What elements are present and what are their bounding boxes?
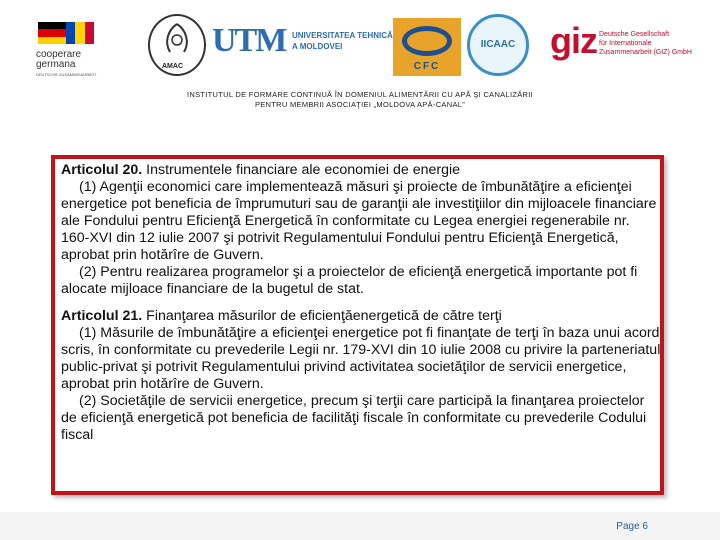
article21-p1-text: (1) Măsurile de îmbunătăţire a eficienţei energetice pot fi finanţate de terţi în baza unui acord scris, în conformitate cu prevederile Legii nr. 179-XVI din 10 iulie 2008 cu privire la parteneriatul public-privat şi potrivit Regulamentului privind activitatea societăţilor de servicii energetice, aprobat prin hotărîre de Guvern. — [61, 325, 661, 392]
coop-line1: cooperare — [36, 49, 82, 60]
giz-line1: Deutsche Gesellschaft — [599, 31, 670, 38]
cfc-ring-icon — [402, 26, 452, 56]
institute-line1: INSTITUTUL DE FORMARE CONTINUĂ ÎN DOMENIUL ALIMENTĂRII CU APĂ ŞI CANALIZĂRII — [186, 90, 534, 99]
article20-label: Articolul 20. — [61, 162, 143, 178]
utm-logo: UTM — [212, 22, 286, 59]
amac-label: AMAC — [162, 63, 183, 70]
utm-line1: UNIVERSITATEA TEHNICĂ — [292, 31, 393, 40]
article20-paragraph1 — [61, 179, 661, 264]
cooperare-germana-logo — [36, 50, 81, 70]
article20-p1-text: (1) Agenţii economici care implementează măsuri şi proiecte de îmbunătăţire a eficienţei energetice pot beneficia de împrumuturi sau de garanţii ale investiţiilor din mijloacele financiare ale Fondului pentru Eficienţă Energetică în conformitate cu Legea energiei regenerabile nr. 160-XVI din 12 iulie 2007 şi potrivit Regulamentului Fondului pentru Eficienţă Energetică, aprobat prin hotărîre de Guvern. — [61, 179, 657, 263]
cfc-label: CFC — [413, 61, 441, 72]
moldova-flag-icon — [66, 22, 94, 44]
article21-paragraph1 — [61, 325, 661, 393]
coop-subtitle: DEUTSCHE ZUSAMMENARBEIT — [36, 72, 97, 77]
article21-title: Finanţarea măsurilor de eficienţăenergetică de către terţi — [142, 308, 502, 324]
article21-p2-text: (2) Societăţile de servicii energetice, precum şi terţii care participă la finanţarea proiectelor de eficienţă energetică pot beneficia de facilităţi fiscale în conformitate cu prevederile Codului fiscal — [61, 393, 647, 443]
article20-title: Instrumentele financiare ale economiei de energie — [142, 162, 461, 178]
coop-line2: germana — [36, 59, 76, 70]
article21-heading — [61, 308, 661, 325]
giz-name — [599, 30, 692, 57]
institute-header — [0, 90, 720, 110]
article20-paragraph2 — [61, 264, 661, 298]
giz-line3: Zusammenarbeit (GIZ) GmbH — [599, 49, 692, 56]
utm-name — [292, 30, 393, 52]
iicaac-label: IICAAC — [480, 39, 516, 50]
page-number: Page 6 — [616, 521, 648, 532]
article-content — [61, 162, 661, 444]
article20-heading — [61, 162, 661, 179]
giz-line2: für Internationale — [599, 40, 652, 47]
utm-line2: A MOLDOVEI — [292, 42, 343, 51]
cfc-logo — [393, 18, 461, 76]
article21-paragraph2 — [61, 393, 661, 444]
article21-label: Articolul 21. — [61, 308, 143, 324]
iicaac-logo — [467, 14, 529, 76]
footer — [0, 512, 720, 540]
partner-logos — [0, 0, 720, 84]
article20-p2-text: (2) Pentru realizarea programelor şi a proiectelor de eficienţă energetică importante pot fi alocate mijloace financiare de la bugetul de stat. — [61, 264, 638, 297]
german-flag-icon — [38, 22, 66, 44]
institute-line2: PENTRU MEMBRII ASOCIAŢIEI „MOLDOVA APĂ-CANAL” — [254, 100, 466, 109]
giz-logo: giz — [550, 20, 597, 61]
